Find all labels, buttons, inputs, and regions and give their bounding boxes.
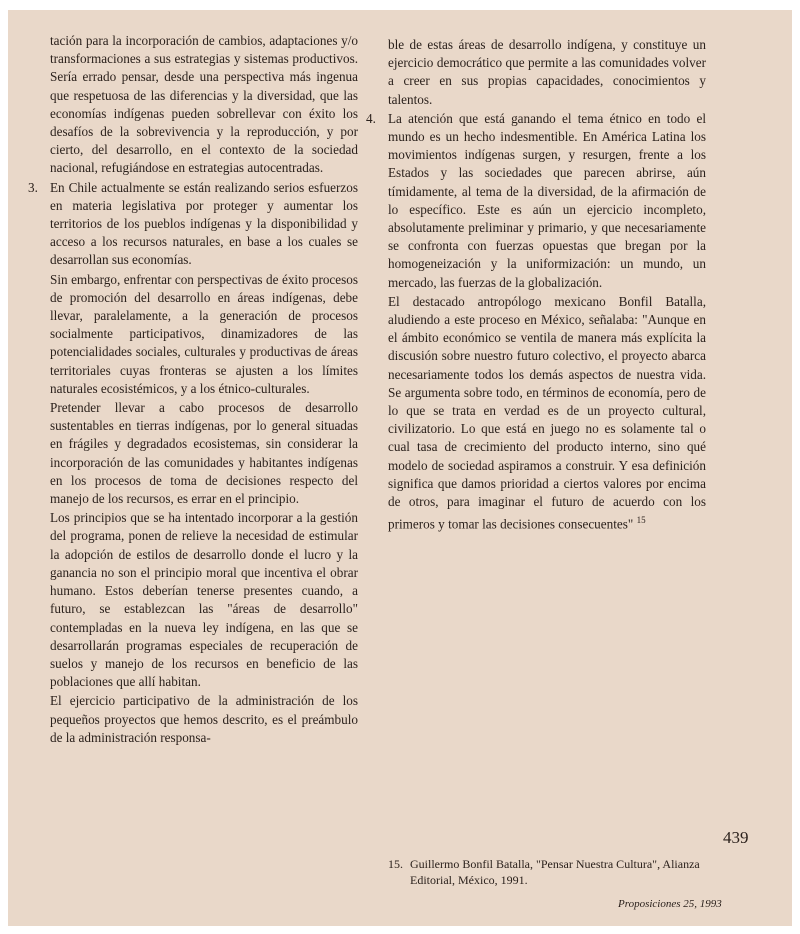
quote-text: El destacado antropólogo mexicano Bonfil Batalla, aludiendo a este proceso en México, señalaba: "Aunque en el ámbito económico se ventila de manera más explícita la discusión sobre nuestro futuro colectivo, el proyecto abarca necesariamente todos los demás aspectos de nuestra vida. Se argumenta sobre todo, en términos de economía, pero de lo que se trata en verdad es de un proyecto cultural, civilizatorio. Lo que está en juego no es solamente tal o cual tasa de crecimiento del producto interno, sino qué modelo de sociedad aspiramos a construir. Y esa definición significa que damos prioridad a ciertos valores por encima de otros, para imaginar el futuro de acuerdo con los primeros y tomar las decisiones consecuentes": [388, 293, 706, 532]
paragraph: Sin embargo, enfrentar con perspectivas de éxito procesos de promoción del desarrollo en áreas indígenas, debe llevar, paralelamente, a la generación de procesos socialmente participativos, dinamizadores de las potencialidades sociales, culturales y productivas de áreas territoriales cuyas fronteras se ajusten a los límites naturales ecosistémicos, y a los étnico-culturales.: [50, 271, 358, 396]
paragraph: Los principios que se ha intentado incorporar a la gestión del programa, ponen de relieve la necesidad de estimular la adopción de estilos de desarrollo donde el lucro y la ganancia no son el principio moral que incentiva el obrar humano. Estos deberían tenerse presentes cuando, a futuro, se establezcan las "áreas de desarrollo" contempladas en la nueva ley indígena, en las que se desarrollarán programas especiales de recuperación de suelos y manejo de los recursos en beneficio de las poblaciones que allí habitan.: [50, 510, 358, 690]
item-number: 4.: [366, 110, 376, 126]
footnote-reference: 15: [636, 515, 646, 526]
document-page: [8, 10, 792, 926]
paragraph: ble de estas áreas de desarrollo indígena, y constituye un ejercicio democrático que permite a las comunidades volver a creer en sus propias capacidades, conocimientos y talentos.: [388, 37, 706, 107]
paragraph: [388, 293, 706, 534]
paragraph: Pretender llevar a cabo procesos de desarrollo sustentables en tierras indígenas, por lo general situadas en frágiles y degradados ecosistemas, sin considerar la incorporación de las comunidades y habitantes indígenas en los procesos de toma de decisiones respecto del manejo de los recursos, es errar en el principio.: [50, 400, 358, 507]
left-column: [28, 32, 358, 748]
item-text: En Chile actualmente se están realizando serios esfuerzos en materia legislativa por proteger y aumentar los territorios de los pueblos indígenas y la disponibilidad y acceso a los recursos naturales, en base a los cuales se desarrollan sus economías.: [50, 179, 358, 268]
footnote-number: 15.: [388, 857, 403, 871]
numbered-item-3: [28, 179, 358, 270]
footnote: [388, 856, 720, 888]
footnote-text: Guillermo Bonfil Batalla, "Pensar Nuestra Cultura", Alianza Editorial, México, 1991.: [410, 857, 700, 887]
paragraph: El ejercicio participativo de la administración de los pequeños proyectos que hemos descrito, es el preámbulo de la administración responsa-: [50, 693, 358, 745]
right-column: [366, 36, 706, 535]
page-number: 439: [723, 828, 749, 847]
item-number: 3.: [28, 179, 38, 195]
journal-footer: Proposiciones 25, 1993: [618, 898, 722, 910]
paragraph: tación para la incorporación de cambios, adaptaciones y/o transformaciones a sus estrategias y sistemas productivos. Sería errado pensar, desde una perspectiva más ingenua que respetuosa de las diferencias y la diversidad, que las economías indígenas pueden sobrellevar con éxito los desafíos de la sobrevivencia y la reproducción, y por cierto, del desarrollo, en el contexto de la sociedad nacional, refugiándose en estrategias autocentradas.: [50, 33, 358, 176]
numbered-item-4: [366, 110, 706, 292]
item-text: La atención que está ganando el tema étnico en todo el mundo es un hecho indesmentible. En América Latina los movimientos indígenas surgen, y resurgen, frente a los Estados y las sociedades que parecen abrirse, aún tímidamente, al tema de la diversidad, de la afirmación de lo específico. Este es aún un ejercicio incompleto, absolutamente preliminar y primario, y que necesariamente se confronta con fuerzas opuestas que bregan por la homogeneización y la uniformización: un mundo, un mercado, las fuerzas de la globalización.: [388, 110, 706, 290]
